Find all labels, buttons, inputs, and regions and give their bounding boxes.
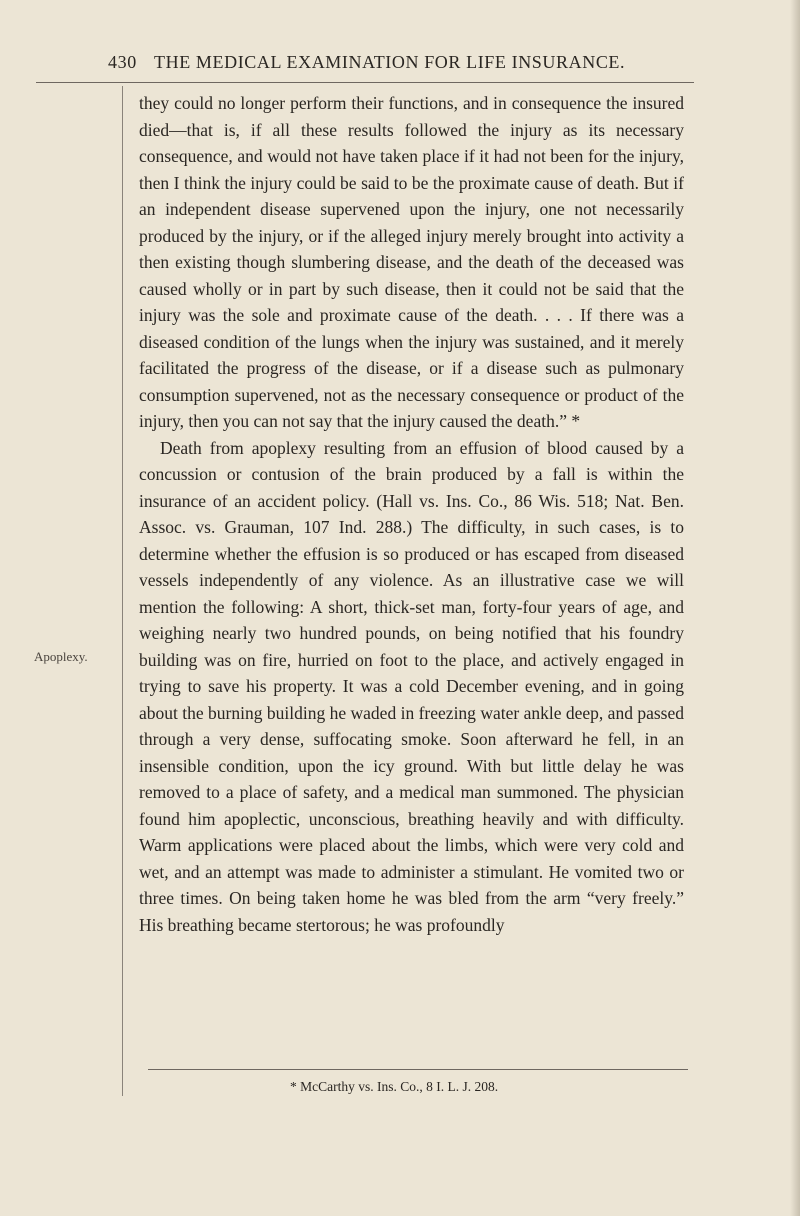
page-number: 430 bbox=[108, 52, 137, 72]
page-edge-shadow bbox=[790, 0, 800, 1216]
footnote-rule bbox=[148, 1069, 688, 1070]
body-text bbox=[139, 90, 684, 938]
paragraph-2: Death from apoplexy resulting from an effusion of blood caused by a concussion or contusion of the brain produced by a fall is within the insurance of an accident policy. (Hall vs. Ins. Co., 86 Wis. 518; Nat. Ben. Assoc. vs. Grauman, 107 Ind. 288.) The difficulty, in such cases, is to determine whether the effusion is so produced or has escaped from diseased vessels independently of any violence. As an illustrative case we will mention the following: A short, thick-set man, forty-four years of age, and weighing nearly two hundred pounds, on being notified that his foundry building was on fire, hurried on foot to the place, and actively engaged in trying to save his property. It was a cold December evening, and in going about the burning building he waded in freezing water ankle deep, and passed through a very dense, suffocating smoke. Soon afterward he fell, in an insensible condition, upon the icy ground. With but little delay he was removed to a place of safety, and a medical man summoned. The physician found him apoplectic, unconscious, breathing heavily and with difficulty. Warm applications were placed about the limbs, which were very cold and wet, and an attempt was made to administer a stimulant. He vomited two or three times. On being taken home he was bled from the arm “very freely.” His breathing became stertorous; he was profoundly bbox=[139, 437, 684, 935]
paragraph-1: they could no longer perform their functions, and in consequence the insured died—that is, if all these results followed the injury as its necessary consequence, and would not have taken place if it had not been for the injury, then I think the injury could be said to be the proximate cause of death. But if an independent disease supervened upon the injury, one not necessarily produced by the injury, or if the alleged injury merely brought into activity a then existing though slumbering disease, and the death of the deceased was caused wholly or in part by such disease, then it could not be said that the injury was the sole and proximate cause of the death. . . . If there was a diseased condition of the lungs when the injury was sustained, and it merely facilitated the progress of the disease, or if a disease such as pulmonary consumption supervened, not as the necessary consequence or product of the injury, then you can not say that the injury caused the death.” * bbox=[139, 93, 684, 431]
header-rule bbox=[36, 82, 694, 83]
running-header bbox=[108, 52, 688, 80]
margin-rule bbox=[122, 86, 123, 1096]
margin-note: Apoplexy. bbox=[34, 649, 88, 664]
running-title: THE MEDICAL EXAMINATION FOR LIFE INSURANCE. bbox=[154, 52, 626, 72]
footnote: * McCarthy vs. Ins. Co., 8 I. L. J. 208. bbox=[290, 1079, 499, 1094]
